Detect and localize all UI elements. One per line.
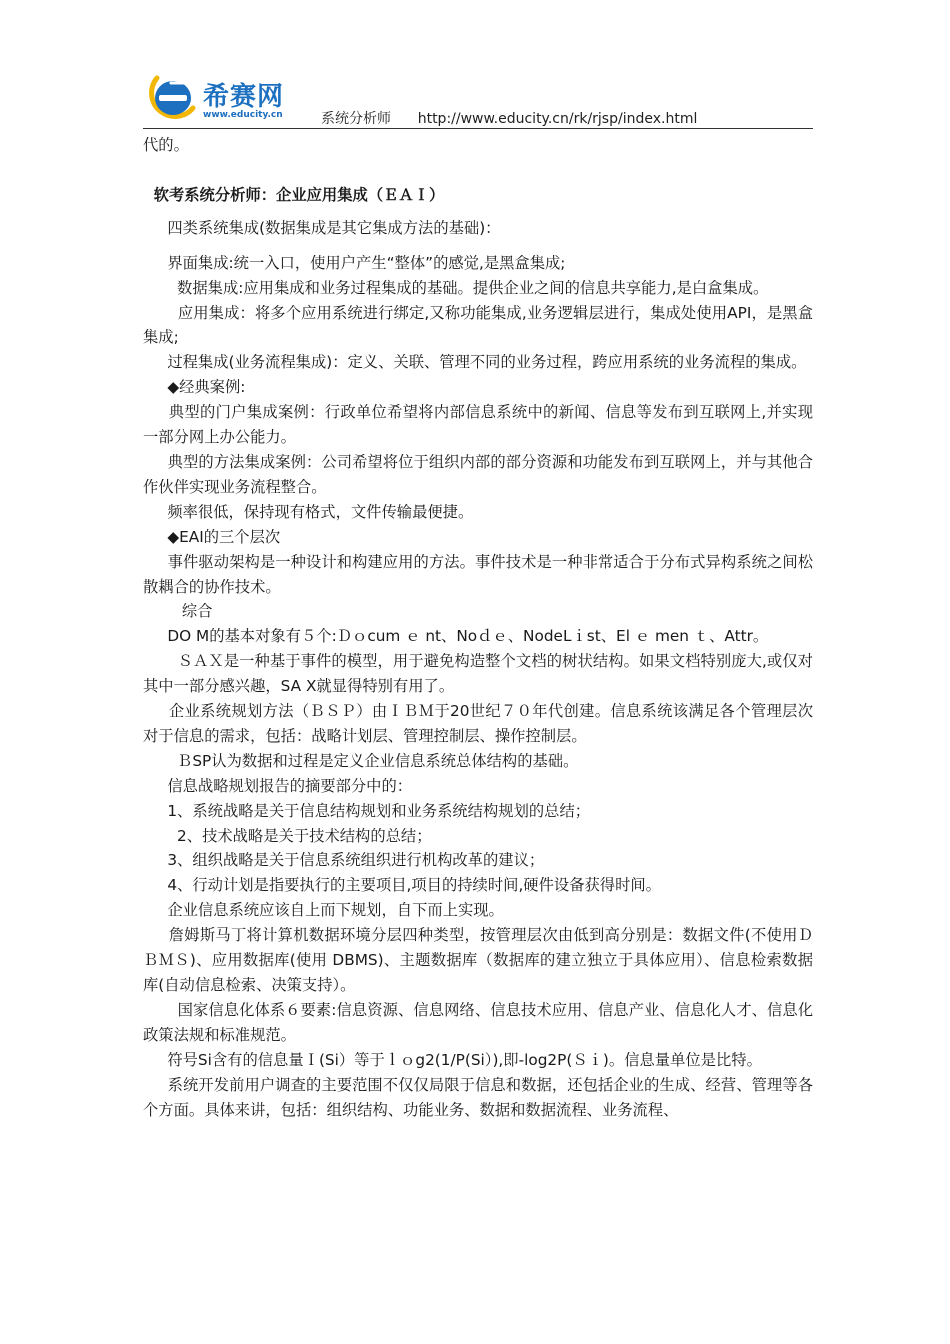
paragraph: 詹姆斯马丁将计算机数据环境分层四种类型，按管理层次由低到高分别是：数据文件(不使用ＤＢＭＳ)、应用数据库(使用 DBMS)、主题数据库（数据库的建立独立于具体应用）、信息检索数据库(自动信息检索、决策支持）。 [143, 926, 813, 994]
paragraph: 4、行动计划是指要执行的主要项目,项目的持续时间,硬件设备获得时间。 [143, 876, 661, 895]
paragraph: ＢSP认为数据和过程是定义企业信息系统总体结构的基础。 [143, 751, 579, 770]
paragraph: 频率很低，保持现有格式，文件传输最便捷。 [143, 502, 474, 521]
paragraph: 1、系统战略是关于信息结构规划和业务系统结构规划的总结； [143, 801, 591, 820]
continuation-text: 代的。 [143, 136, 189, 154]
section-title: 软考系统分析师：企业应用集成（ＥＡＩ） [143, 185, 445, 204]
paragraph: 3、组织战略是关于信息系统组织进行机构改革的建议； [143, 851, 545, 870]
paragraph-list [143, 251, 813, 1123]
section-intro: 四类系统集成(数据集成是其它集成方法的基础)： [143, 218, 501, 237]
paragraph: 国家信息化体系６要素:信息资源、信息网络、信息技术应用、信息产业、信息化人才、信息化政策法规和标准规范。 [143, 1000, 814, 1044]
educity-logo [143, 70, 313, 126]
paragraph: 2、技术战略是关于技术结构的总结； [143, 826, 432, 845]
paragraph: DO M的基本对象有５个:Ｄｏcum ｅ nt、Noｄｅ、NodeLｉst、El ｅ men ｔ、Attr。 [143, 627, 769, 646]
paragraph: 企业系统规划方法（ＢＳＰ）由ＩＢＭ于20世纪７０年代创建。信息系统该满足各个管理层次对于信息的需求，包括：战略计划层、管理控制层、操作控制层。 [143, 702, 813, 745]
header-section: 系统分析师 [321, 111, 391, 127]
header-info [321, 108, 697, 128]
header-url[interactable]: http://www.educity.cn/rk/rjsp/index.html [417, 111, 698, 127]
paragraph: 企业信息系统应该自上而下规划，自下而上实现。 [143, 901, 504, 920]
paragraph: 应用集成：将多个应用系统进行绑定,又称功能集成,业务逻辑层进行，集成处使用API，是黑盒集成; [143, 303, 813, 347]
paragraph: 典型的门户集成案例：行政单位希望将内部信息系统中的新闻、信息等发布到互联网上,并实现一部分网上办公能力。 [143, 403, 813, 447]
paragraph: 事件驱动架构是一种设计和构建应用的方法。事件技术是一种非常适合于分布式异构系统之间松散耦合的协作技术。 [143, 552, 813, 596]
logo-name: 希赛网 [203, 82, 285, 112]
logo-url: www.educity.cn [203, 110, 283, 120]
paragraph: 系统开发前用户调查的主要范围不仅仅局限于信息和数据，还包括企业的生成、经营、管理等各个方面。具体来讲，包括：组织结构、功能业务、数据和数据流程、业务流程、 [143, 1075, 813, 1119]
paragraph: 典型的方法集成案例：公司希望将位于组织内部的部分资源和功能发布到互联网上，并与其他合作伙伴实现业务流程整合。 [143, 452, 813, 496]
paragraph: ◆经典案例: [143, 378, 246, 397]
paragraph: 过程集成(业务流程集成)：定义、关联、管理不同的业务过程，跨应用系统的业务流程的集成。 [143, 353, 807, 372]
paragraph: 数据集成:应用集成和业务过程集成的基础。提供企业之间的信息共享能力,是白盒集成。 [143, 278, 769, 297]
paragraph: 综合 [143, 602, 213, 621]
paragraph: ◆EAI的三个层次 [143, 527, 281, 546]
document-body [143, 133, 813, 1122]
paragraph: 符号Si含有的信息量Ｉ(Si）等于ｌｏg2(1/P(Si）),即-log2P(Ｓｉ)。信息量单位是比特。 [143, 1050, 762, 1069]
paragraph: 界面集成:统一入口，使用户产生“整体”的感觉,是黑盒集成; [143, 253, 566, 272]
educity-logo-icon [143, 70, 203, 126]
header-divider [143, 128, 813, 129]
paragraph: 信息战略规划报告的摘要部分中的： [143, 776, 413, 795]
paragraph: ＳＡＸ是一种基于事件的模型，用于避免构造整个文档的树状结构。如果文档特别庞大,或仅对其中一部分感兴趣，SA X就显得特别有用了。 [143, 652, 813, 696]
page-header [143, 70, 813, 130]
